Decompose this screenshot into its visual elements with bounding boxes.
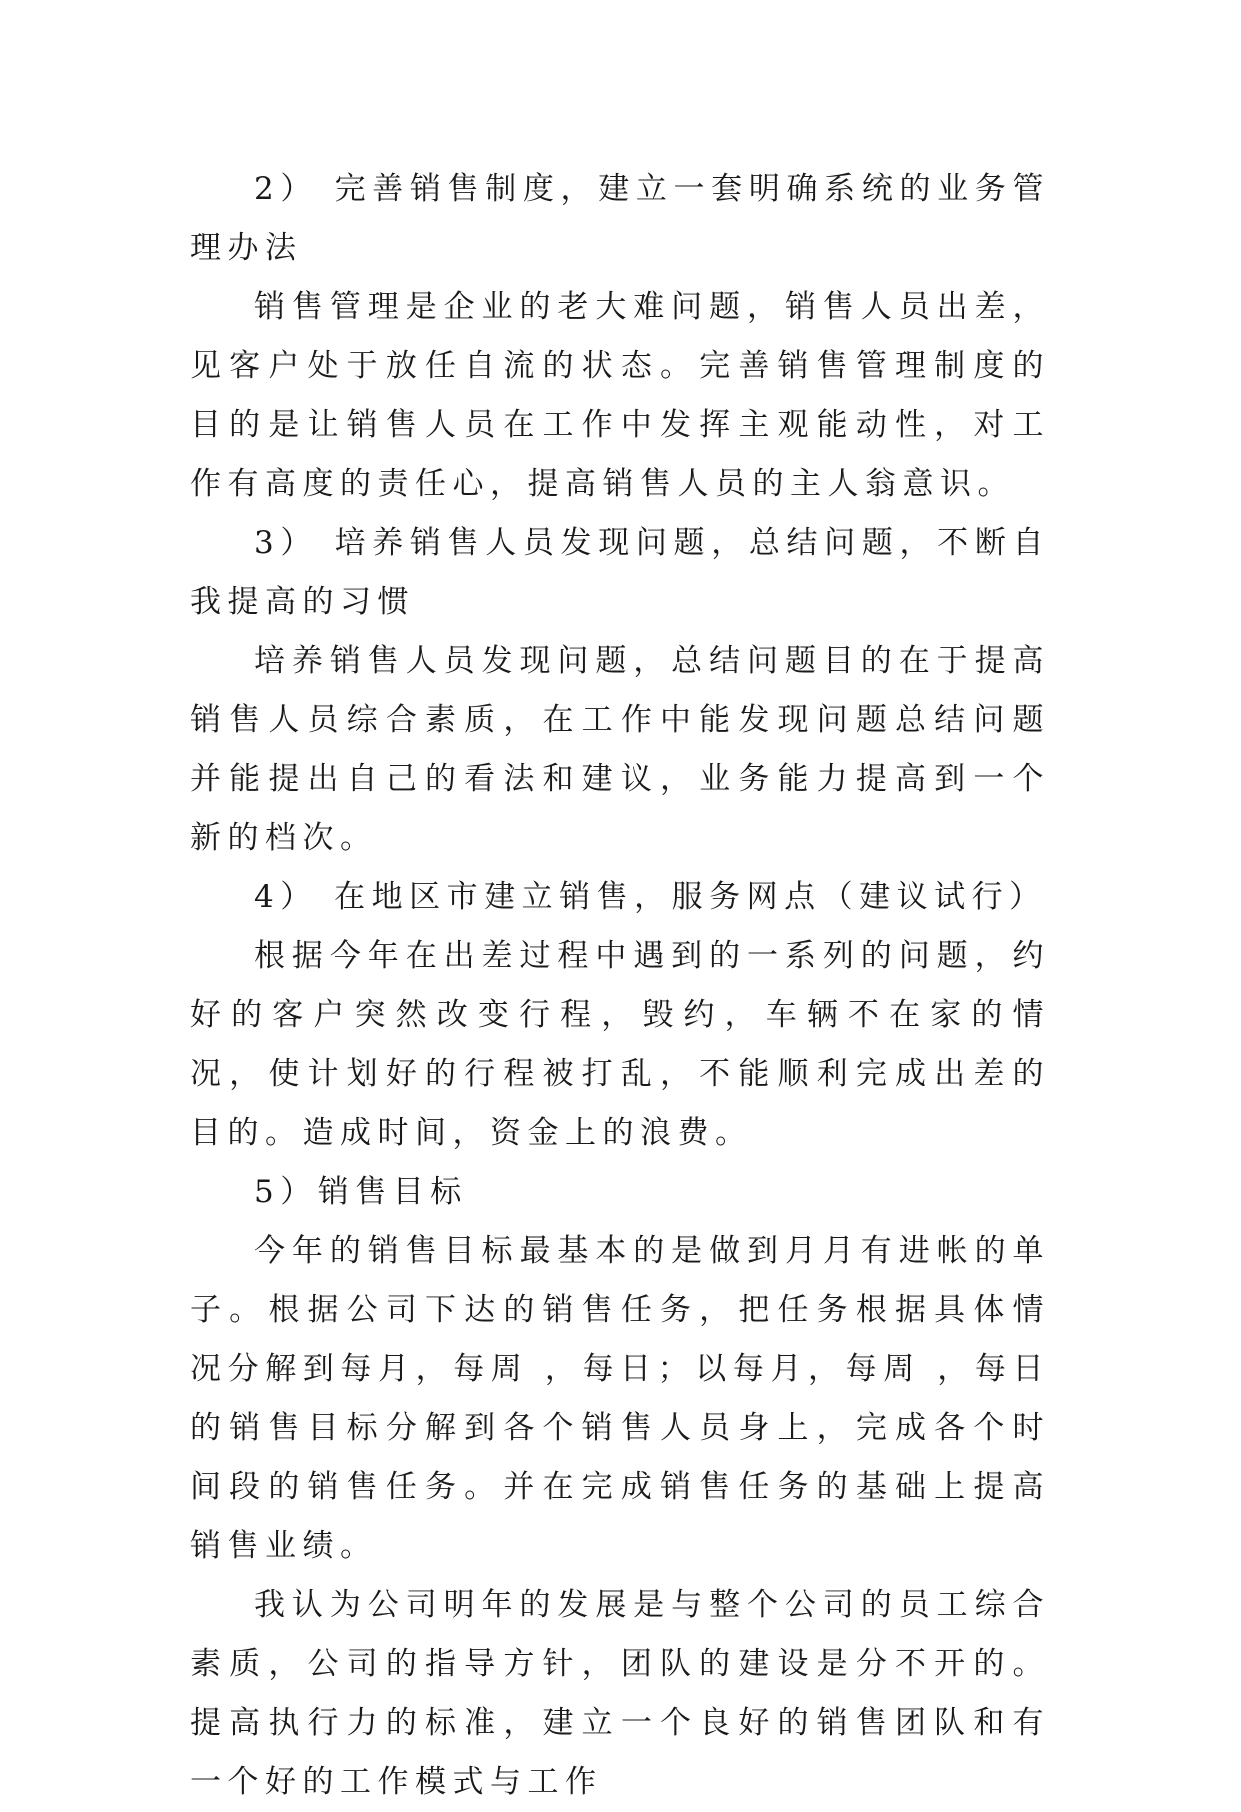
- paragraph-problem-finding: 培养销售人员发现问题，总结问题目的在于提高销售人员综合素质，在工作中能发现问题总结问题并能提出自己的看法和建议，业务能力提高到一个新的档次。: [190, 643, 1050, 856]
- heading-item-5: 5）销售目标: [254, 1174, 468, 1210]
- heading-item-2: 2） 完善销售制度，建立一套明确系统的业务管理办法: [190, 171, 1050, 266]
- document-body: [190, 160, 1050, 1812]
- paragraph-service-network: 根据今年在出差过程中遇到的一系列的问题，约好的客户突然改变行程，毁约，车辆不在家的情况，使计划好的行程被打乱，不能顺利完成出差的目的。造成时间，资金上的浪费。: [190, 938, 1050, 1151]
- heading-item-4: 4） 在地区市建立销售，服务网点（建议试行）: [254, 879, 1047, 915]
- paragraph-sales-target: 今年的销售目标最基本的是做到月月有进帐的单子。根据公司下达的销售任务，把任务根据具体情况分解到每月，每周 ，每日；以每月，每周 ，每日的销售目标分解到各个销售人员身上，完成各个时间段的销售任务。并在完成销售任务的基础上提高销售业绩。: [190, 1233, 1050, 1564]
- paragraph-conclusion: 我认为公司明年的发展是与整个公司的员工综合素质，公司的指导方针，团队的建设是分不开的。提高执行力的标准，建立一个良好的销售团队和有一个好的工作模式与工作: [190, 1587, 1050, 1800]
- paragraph-sales-management: 销售管理是企业的老大难问题，销售人员出差，见客户处于放任自流的状态。完善销售管理制度的目的是让销售人员在工作中发挥主观能动性，对工作有高度的责任心，提高销售人员的主人翁意识。: [190, 289, 1050, 502]
- heading-item-3: 3） 培养销售人员发现问题，总结问题，不断自我提高的习惯: [190, 525, 1050, 620]
